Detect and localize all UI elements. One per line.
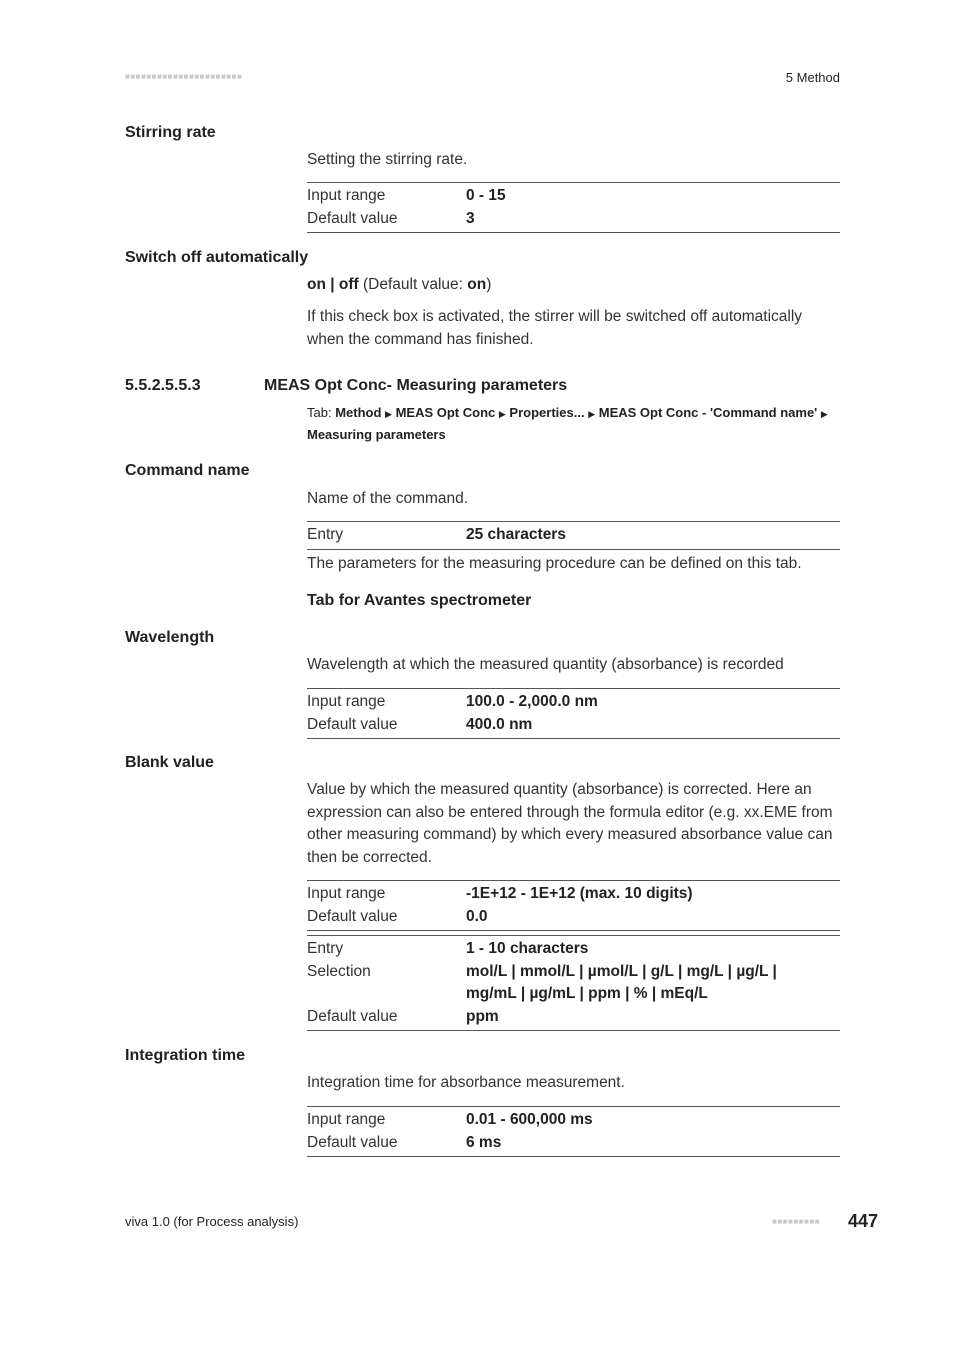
default-value: on [467,276,487,293]
param-table-integration-time [307,1106,840,1157]
param-desc-blank-value: Value by which the measured quantity (absorbance) is corrected. Here an expression can also be entered through the formula editor (e.g. xx.EME from other measuring command) by which every measured absorbance value can then be corrected. [307,781,833,866]
table-row [307,208,840,231]
param-desc-wavelength: Wavelength at which the measured quantity (absorbance) is recorded [307,656,784,673]
param-table-blank-value-unit [307,935,840,1031]
row-key: Selection [307,962,371,980]
table-row [307,524,840,547]
param-title-command-name: Command name [125,462,250,479]
row-key: Input range [307,693,386,710]
table-row [307,961,840,1006]
param-desc-command-name: Name of the command. [307,490,469,507]
param-table-wavelength [307,688,840,739]
row-value: ppm [466,1007,499,1025]
param-desc-stirring-rate: Setting the stirring rate. [307,151,468,168]
command-name-note: The parameters for the measuring procedure can be defined on this tab. [307,555,802,572]
page-number: 447 [847,1211,878,1231]
row-key: Entry [307,940,344,957]
row-value: 0.01 - 600,000 ms [466,1111,593,1128]
row-key: Input range [307,1111,386,1128]
default-suffix: ) [486,276,492,293]
default-prefix: (Default value: [358,276,468,293]
row-value: 6 ms [466,1133,502,1151]
param-desc-switch-off: If this check box is activated, the stirrer will be switched off automatically when the command has finished. [307,308,803,348]
footer-product: viva 1.0 (for Process analysis) [125,1214,299,1229]
row-key: Default value [307,715,398,733]
footer-decoration: ■■■■■■■■■ [772,1217,820,1226]
arrow-icon: ▶ [498,409,506,419]
param-title-wavelength: Wavelength [125,629,215,646]
switch-off-options [307,274,840,297]
row-value: mol/L | mmol/L | µmol/L | g/L | mg/L | µg/L | mg/mL | µg/mL | ppm | % | mEq/L [466,962,777,1002]
table-row [307,1132,840,1155]
tab-label: Tab: [307,405,336,420]
arrow-icon: ▶ [385,409,392,419]
param-title-blank-value: Blank value [125,754,214,771]
row-value: 100.0 - 2,000.0 nm [466,693,598,710]
table-row [307,714,840,737]
row-key: Default value [307,1007,398,1025]
param-desc-integration-time: Integration time for absorbance measurement. [307,1074,625,1091]
section-number: 5.5.2.5.5.3 [125,377,201,394]
row-value: 3 [466,209,475,227]
row-value: 1 - 10 characters [466,940,589,957]
param-table-stirring-rate [307,182,840,233]
param-table-command-name [307,521,840,550]
subheading-avantes: Tab for Avantes spectrometer [307,592,532,609]
path-item: MEAS Opt Conc [395,405,496,420]
row-key: Default value [307,1133,398,1151]
arrow-icon: ▶ [820,409,828,419]
section-title: MEAS Opt Conc- Measuring parameters [264,377,568,394]
table-row [307,938,840,961]
chapter-label: 5 Method [785,70,840,85]
row-key: Default value [307,907,398,925]
path-item: Measuring parameters [307,426,446,442]
table-row [307,691,840,714]
row-value: 0 - 15 [466,187,506,204]
param-title-switch-off: Switch off automatically [125,249,309,266]
table-row [307,906,840,929]
path-item: Method [335,405,382,420]
path-item: MEAS Opt Conc - 'Command name' [598,405,818,420]
table-row [307,1109,840,1132]
row-key: Input range [307,885,386,902]
arrow-icon: ▶ [588,409,596,419]
header-decoration: ■■■■■■■■■■■■■■■■■■■■■■ [125,72,243,81]
table-row [307,883,840,906]
param-table-blank-value-range [307,880,840,931]
table-row [307,1006,840,1029]
row-value: 25 characters [466,526,566,543]
param-title-integration-time: Integration time [125,1047,246,1064]
row-key: Input range [307,187,386,204]
table-row [307,185,840,208]
path-item: Properties... [509,405,585,420]
row-value: 400.0 nm [466,715,533,733]
tab-path [307,403,840,444]
options-values: on | off [307,276,359,293]
row-value: 0.0 [466,907,488,925]
row-key: Entry [307,526,344,543]
param-title-stirring-rate: Stirring rate [125,124,216,141]
row-value: -1E+12 - 1E+12 (max. 10 digits) [466,885,693,902]
row-key: Default value [307,209,398,227]
